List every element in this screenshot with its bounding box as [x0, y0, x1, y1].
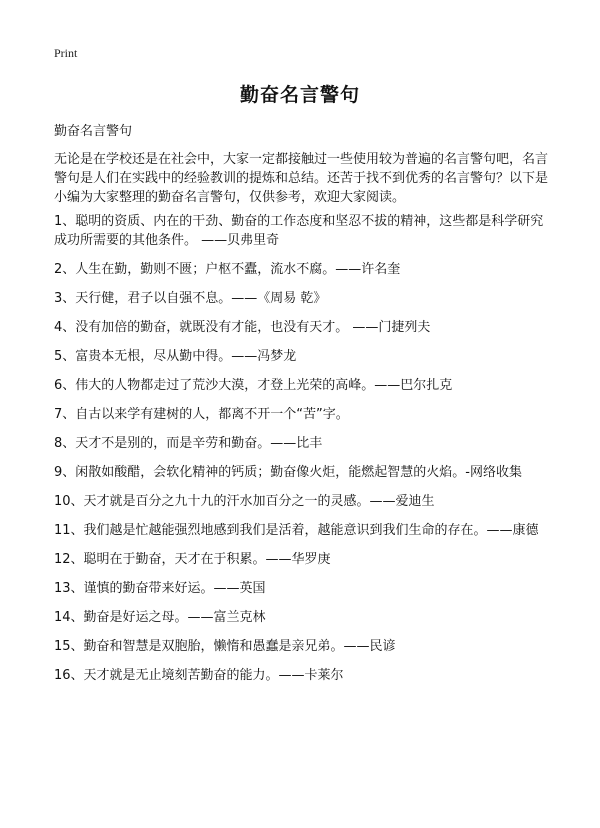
quote-item: 10、天才就是百分之九十九的汗水加百分之一的灵感。——爱迪生 — [54, 494, 435, 509]
quote-list — [54, 212, 554, 695]
quote-item: 3、天行健，君子以自强不息。——《周易 乾》 — [54, 291, 327, 306]
quote-item: 1、聪明的资质、内在的干劲、勤奋的工作态度和坚忍不拔的精神，这些都是科学研究成功所需要的其他条件。 ——贝弗里奇 — [54, 214, 544, 248]
quote-item: 6、伟大的人物都走过了荒沙大漠，才登上光荣的高峰。——巴尔扎克 — [54, 378, 453, 393]
quote-item: 11、我们越是忙越能强烈地感到我们是活着，越能意识到我们生命的存在。——康德 — [54, 523, 539, 538]
quote-item: 12、聪明在于勤奋，天才在于积累。——华罗庚 — [54, 552, 331, 567]
article-intro: 无论是在学校还是在社会中，大家一定都接触过一些使用较为普遍的名言警句吧，名言警句是人们在实践中的经验教训的提炼和总结。还苦于找不到优秀的名言警句？以下是小编为大家整理的勤奋名言警句，仅供参考，欢迎大家阅读。 — [54, 152, 549, 205]
quote-item: 2、人生在勤，勤则不匮；户枢不蠹，流水不腐。——许名奎 — [54, 262, 401, 277]
quote-item: 13、谨慎的勤奋带来好运。——英国 — [54, 581, 266, 596]
quote-item: 15、勤奋和智慧是双胞胎，懒惰和愚蠢是亲兄弟。——民谚 — [54, 639, 396, 654]
quote-item: 14、勤奋是好运之母。——富兰克林 — [54, 610, 266, 625]
article-subtitle: 勤奋名言警句 — [54, 124, 133, 139]
quote-item: 16、天才就是无止境刻苦勤奋的能力。——卡莱尔 — [54, 668, 344, 683]
print-link[interactable]: Print — [54, 46, 78, 60]
page-title: 勤奋名言警句 — [239, 84, 360, 106]
quote-item: 8、天才不是别的，而是辛劳和勤奋。——比丰 — [54, 436, 323, 451]
quote-item: 7、自古以来学有建树的人，都离不开一个“苦”字。 — [54, 407, 349, 422]
quote-item: 9、闲散如酸醋，会软化精神的钙质；勤奋像火炬，能燃起智慧的火焰。-网络收集 — [54, 465, 522, 480]
quote-item: 5、富贵本无根，尽从勤中得。——冯梦龙 — [54, 349, 297, 364]
quote-item: 4、没有加倍的勤奋，就既没有才能，也没有天才。 ——门捷列夫 — [54, 320, 431, 335]
